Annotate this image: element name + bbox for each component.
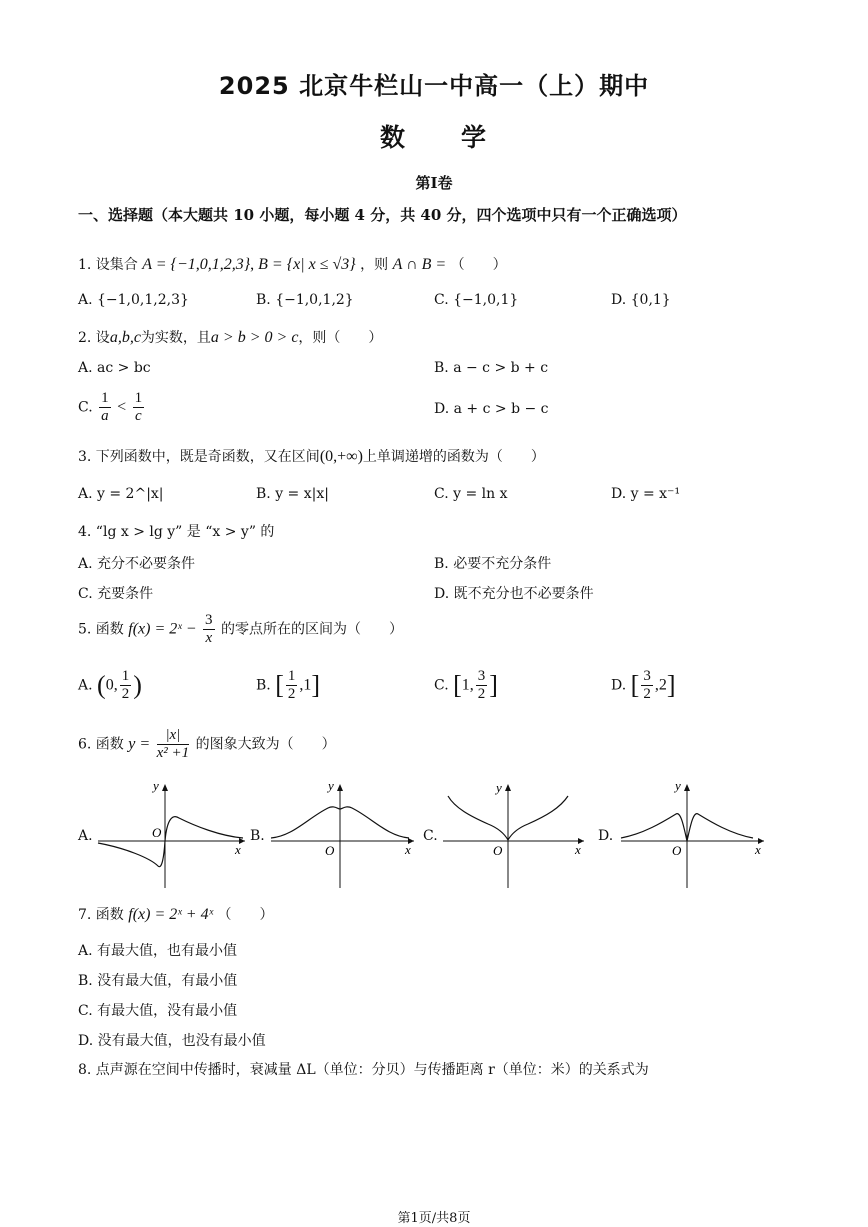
graph-a-origin: O xyxy=(152,825,162,840)
q5-option-c[interactable]: C. [1, $\frac{3}{2}$ ] xyxy=(434,668,498,702)
q5-option-b-frac: $\frac{1}{2}$ xyxy=(287,668,296,702)
question-6 xyxy=(78,727,336,762)
q6-graph-a[interactable] xyxy=(95,778,250,890)
q6-lhs: y = xyxy=(128,735,151,753)
graph-d-x-label: x xyxy=(755,842,761,857)
graph-c-x-label: x xyxy=(575,842,581,857)
q7-paren: （ ） xyxy=(217,907,274,923)
q3-option-a[interactable]: A. y = 2^|x| xyxy=(78,486,164,502)
graph-b-x-label: x xyxy=(405,842,411,857)
question-4: 4. “lg x > lg y” 是 “x > y” 的 xyxy=(78,524,275,540)
question-7 xyxy=(78,904,274,924)
q5-option-a-frac: $\frac{1}{2}$ xyxy=(121,668,130,702)
q1-paren: （ ） xyxy=(450,257,507,273)
q5-option-b-right: ,1 xyxy=(299,676,312,694)
q5-option-d-frac: $\frac{3}{2}$ xyxy=(643,668,651,702)
q5-option-a-label: A. xyxy=(78,677,93,694)
question-5 xyxy=(78,612,403,647)
q5-func: f(x) = 2ˣ − xyxy=(128,620,197,638)
q5-option-b-label: B. xyxy=(256,677,271,694)
q2-cond: a > b > 0 > c xyxy=(210,329,299,346)
q1-set-a: A = {−1,0,1,2,3} xyxy=(142,256,251,273)
q6-prefix: 6. 函数 xyxy=(78,736,124,753)
q5-prefix: 5. 函数 xyxy=(78,621,124,638)
q7-option-d[interactable]: D. 没有最大值，也没有最小值 xyxy=(78,1033,266,1049)
q2-option-c[interactable] xyxy=(78,390,146,425)
q7-prefix: 7. 函数 xyxy=(78,907,124,923)
graph-d-y-label: y xyxy=(675,778,681,793)
q1-option-d[interactable]: D. {0,1} xyxy=(611,292,671,308)
q6-graph-b[interactable] xyxy=(268,778,418,890)
q3-option-d[interactable]: D. y = x⁻¹ xyxy=(611,486,681,502)
q6-frac: $\frac{|x|}{\text{x² +1}}$ xyxy=(156,727,190,761)
volume-label: 第I卷 xyxy=(415,174,453,192)
graph-d-origin: O xyxy=(672,843,682,858)
q1-expr: A ∩ B = xyxy=(392,256,447,273)
question-3 xyxy=(78,446,545,466)
q3-tail: 上单调递增的函数为（ ） xyxy=(362,449,545,465)
q6-graph-c[interactable] xyxy=(440,778,588,890)
q6-option-b[interactable]: B. xyxy=(250,828,265,844)
section-heading: 一、选择题（本大题共 10 小题，每小题 4 分，共 40 分，四个选项中只有一个正确选项） xyxy=(78,206,687,224)
graph-c-y-label: y xyxy=(496,780,502,795)
question-2 xyxy=(78,327,382,347)
q2-vars: a,b,c xyxy=(109,329,141,346)
q6-graph-d[interactable] xyxy=(618,778,768,890)
q4-option-c[interactable]: C. 充要条件 xyxy=(78,586,154,602)
q2-mid: 为实数，且 xyxy=(140,330,211,346)
q3-text: 3. 下列函数中，既是奇函数，又在区间 xyxy=(78,449,320,465)
q2-prefix: 2. 设 xyxy=(78,330,110,346)
q5-option-a-left: 0, xyxy=(105,676,118,694)
q1-prefix: 1. 设集合 xyxy=(78,257,138,273)
q5-option-d-right: ,2 xyxy=(654,676,667,694)
q2-option-c-rel: < xyxy=(117,398,127,416)
q2-frac-2: $\frac{1}{c}$ xyxy=(134,390,143,424)
exam-title: 2025 北京牛栏山一中高一（上）期中 xyxy=(218,72,650,100)
q7-option-a[interactable]: A. 有最大值，也有最小值 xyxy=(78,943,238,959)
graph-d-y-arrow xyxy=(684,784,690,791)
graph-c-origin: O xyxy=(493,843,503,858)
q3-option-c[interactable]: C. y = ln x xyxy=(434,486,508,502)
q1-option-c[interactable]: C. {−1,0,1} xyxy=(434,292,519,308)
q1-option-a[interactable]: A. {−1,0,1,2,3} xyxy=(78,292,189,308)
graph-a-curve xyxy=(98,817,243,867)
question-8: 8. 点声源在空间中传播时，衰减量 ΔL（单位：分贝）与传播距离 r（单位：米）的关系式为 xyxy=(78,1062,649,1078)
q6-tail: 的图象大致为（ ） xyxy=(195,736,336,753)
q5-option-b[interactable]: B. [ $\frac{1}{2}$ ,1] xyxy=(256,668,321,702)
q5-tail: 的零点所在的区间为（ ） xyxy=(220,621,403,638)
q3-option-b[interactable]: B. y = x|x| xyxy=(256,486,329,502)
q2-option-d[interactable]: D. a + c > b − c xyxy=(434,401,549,417)
q7-option-c[interactable]: C. 有最大值，没有最小值 xyxy=(78,1003,238,1019)
graph-a-y-label: y xyxy=(153,778,159,793)
q4-option-d[interactable]: D. 既不充分也不必要条件 xyxy=(434,586,594,602)
q5-frac: $\frac{3}{x}$ xyxy=(205,612,213,646)
question-1: 1. 设集合 A = {−1,0,1,2,3}, B = {x| x ≤ √3} ，则 A ∩ B = （ ） xyxy=(78,256,507,273)
q1-ask: ，则 xyxy=(360,257,389,273)
graph-b-y-arrow xyxy=(337,784,343,791)
subject-title: 数 学 xyxy=(379,123,488,152)
graph-a-y-arrow xyxy=(162,784,168,791)
q5-option-d-label: D. xyxy=(611,677,627,694)
q2-option-a[interactable]: A. ac > bc xyxy=(78,360,151,376)
graph-c-y-arrow xyxy=(505,784,511,791)
graph-b-origin: O xyxy=(325,843,335,858)
q6-option-c[interactable]: C. xyxy=(423,828,438,844)
q4-option-b[interactable]: B. 必要不充分条件 xyxy=(434,556,552,572)
q1-option-b[interactable]: B. {−1,0,1,2} xyxy=(256,292,354,308)
q2-option-b[interactable]: B. a − c > b + c xyxy=(434,360,549,376)
q5-option-c-frac: $\frac{3}{2}$ xyxy=(477,668,486,702)
q5-option-d[interactable]: D. [ $\frac{3}{2}$ ,2] xyxy=(611,668,676,702)
graph-b-y-label: y xyxy=(328,778,334,793)
q7-func: f(x) = 2ˣ + 4ˣ xyxy=(128,906,214,923)
q4-option-a[interactable]: A. 充分不必要条件 xyxy=(78,556,196,572)
q5-option-a[interactable]: A. (0, $\frac{1}{2}$ ) xyxy=(78,668,142,702)
q7-option-b[interactable]: B. 没有最大值，有最小值 xyxy=(78,973,238,989)
q2-ask: ，则（ ） xyxy=(298,330,383,346)
q5-option-c-label: C. xyxy=(434,677,449,694)
q6-option-a[interactable]: A. xyxy=(78,828,93,844)
q2-frac-1: $\frac{1}{a}$ xyxy=(101,390,109,424)
q6-option-d[interactable]: D. xyxy=(598,828,614,844)
page-number: 第1页/共8页 xyxy=(397,1211,471,1226)
q5-option-c-left: 1, xyxy=(461,676,474,694)
graph-a-x-label: x xyxy=(235,842,241,857)
q1-set-b: B = {x| x ≤ √3} xyxy=(258,256,356,273)
q3-interval: (0,+∞) xyxy=(319,448,363,465)
q2-option-c-label: C. xyxy=(78,399,93,416)
